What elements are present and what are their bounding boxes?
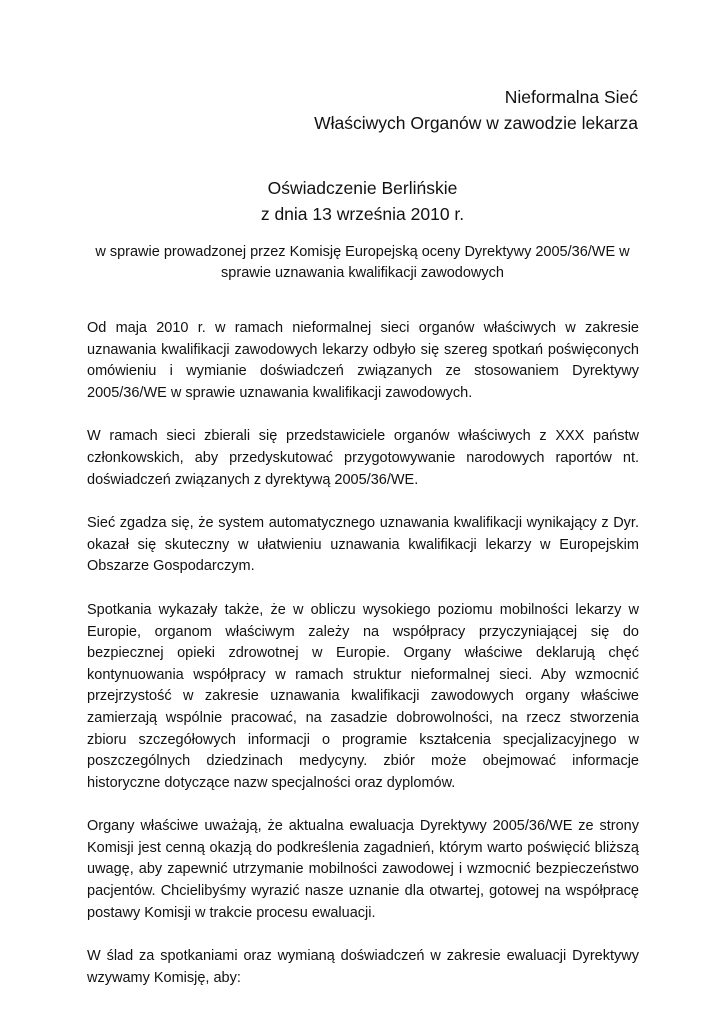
subject-line-1: w sprawie prowadzonej przez Komisję Europejską oceny Dyrektywy 2005/36/WE w	[95, 244, 630, 260]
title-date-line: z dnia 13 września 2010 r.	[260, 204, 465, 224]
document-title	[0, 175, 725, 227]
body-paragraph-6: W ślad za spotkaniami oraz wymianą doświadczeń w zakresie ewaluacji Dyrektywy wzywamy Komisję, aby:	[87, 948, 639, 986]
title-line-1: Oświadczenie Berlińskie	[267, 178, 458, 198]
document-body	[87, 318, 639, 989]
organization-header	[314, 84, 638, 136]
body-paragraph-1: Od maja 2010 r. w ramach nieformalnej sieci organów właściwych w zakresie uznawania kwalifikacji zawodowych lekarzy odbyło się szereg spotkań poświęconych omówieniu i wymianie doświadczeń związanych ze stosowaniem Dyrektywy 2005/36/WE w sprawie uznawania kwalifikacji zawodowych.	[87, 320, 639, 401]
body-paragraph-3: Sieć zgadza się, że system automatycznego uznawania kwalifikacji wynikający z Dyr. okazał się skuteczny w ułatwieniu uznawania kwalifikacji lekarzy w Europejskim Obszarze Gospodarczym.	[87, 515, 639, 575]
org-name-line-1: Nieformalna Sieć	[504, 87, 638, 107]
body-paragraph-4: Spotkania wykazały także, że w obliczu wysokiego poziomu mobilności lekarzy w Europie, organom właściwym zależy na współpracy przyczyniającej się do bezpiecznej opieki zdrowotnej w Europie. Organy właściwe deklarują chęć kontynuowania współpracy w ramach struktur nieformalnej sieci. Aby wzmocnić przejrzystość w zakresie uznawania kwalifikacji zawodowych organy właściwe zamierzają wspólnie pracować, na zasadzie dobrowolności, na rzecz stworzenia zbioru szczegółowych informacji o programie kształcenia specjalizacyjnego w poszczególnych dziedzinach medycyny. zbiór może obejmować informacje historyczne dotyczące nazw specjalności oraz dyplomów.	[87, 601, 639, 791]
document-subject	[70, 242, 655, 284]
body-paragraph-2: W ramach sieci zbierali się przedstawiciele organów właściwych z XXX państw członkowskich, aby przedyskutować przygotowywanie narodowych raportów nt. doświadczeń związanych z dyrektywą 2005/36/WE.	[87, 428, 639, 488]
body-paragraph-5: Organy właściwe uważają, że aktualna ewaluacja Dyrektywy 2005/36/WE ze strony Komisji jest cenną okazją do podkreślenia zagadnień, którym warto poświęcić bliższą uwagę, aby zapewnić utrzymanie mobilności zawodowej i wzmocnić bezpieczeństwo pacjentów. Chcielibyśmy wyrazić nasze uznanie dla otwartej, gotowej na współpracę postawy Komisji w trakcie procesu ewaluacji.	[87, 818, 639, 921]
subject-line-2: sprawie uznawania kwalifikacji zawodowych	[221, 265, 504, 281]
org-name-line-2: Właściwych Organów w zawodzie lekarza	[314, 113, 638, 133]
